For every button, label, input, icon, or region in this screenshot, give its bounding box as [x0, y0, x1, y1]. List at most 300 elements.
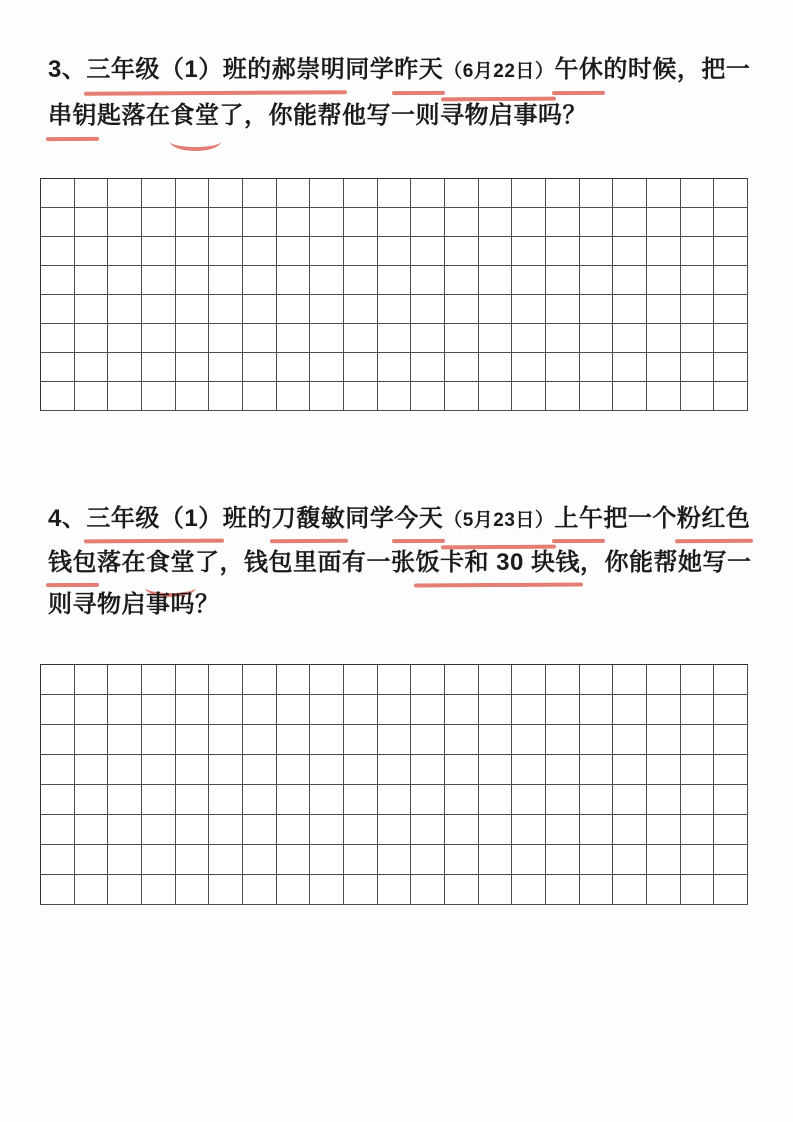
- writing-cell: [108, 208, 142, 237]
- writing-cell: [714, 845, 748, 875]
- writing-cell: [142, 875, 176, 905]
- writing-cell: [411, 237, 445, 266]
- writing-cell: [411, 324, 445, 353]
- writing-cell: [75, 237, 109, 266]
- text-segment: 匙落在: [97, 102, 171, 129]
- writing-cell: [445, 237, 479, 266]
- red-underlined-text: 午休: [554, 48, 603, 92]
- writing-cell: [209, 785, 243, 815]
- writing-cell: [580, 845, 614, 875]
- writing-cell: [310, 665, 344, 695]
- writing-cell: [243, 815, 277, 845]
- writing-cell: [378, 382, 412, 411]
- writing-cell: [176, 725, 210, 755]
- red-underlined-text: 昨天: [394, 48, 443, 92]
- writing-cell: [714, 295, 748, 324]
- text-segment: 了，你能帮他写一则寻物启事吗？: [219, 102, 587, 129]
- writing-cell: [277, 266, 311, 295]
- writing-cell: [277, 208, 311, 237]
- writing-cell: [108, 845, 142, 875]
- writing-cell: [243, 208, 277, 237]
- writing-cell: [243, 845, 277, 875]
- writing-cell: [613, 237, 647, 266]
- writing-cell: [445, 266, 479, 295]
- writing-cell: [714, 875, 748, 905]
- writing-cell: [580, 353, 614, 382]
- writing-cell: [310, 266, 344, 295]
- writing-cell: [41, 179, 75, 208]
- writing-cell: [243, 324, 277, 353]
- writing-cell: [479, 324, 513, 353]
- writing-cell: [647, 237, 681, 266]
- writing-cell: [479, 695, 513, 725]
- writing-cell: [243, 295, 277, 324]
- writing-cell: [209, 845, 243, 875]
- writing-cell: [209, 295, 243, 324]
- writing-cell: [344, 875, 378, 905]
- writing-cell: [310, 353, 344, 382]
- writing-cell: [41, 665, 75, 695]
- writing-cell: [445, 353, 479, 382]
- text-segment: 同学: [345, 56, 395, 83]
- writing-cell: [613, 725, 647, 755]
- writing-cell: [344, 353, 378, 382]
- writing-cell: [647, 845, 681, 875]
- writing-cell: [277, 353, 311, 382]
- writing-cell: [681, 266, 715, 295]
- writing-cell: [378, 295, 412, 324]
- writing-cell: [310, 179, 344, 208]
- writing-cell: [647, 725, 681, 755]
- writing-cell: [142, 179, 176, 208]
- writing-cell: [108, 665, 142, 695]
- writing-cell: [41, 382, 75, 411]
- writing-cell: [613, 382, 647, 411]
- writing-cell: [176, 815, 210, 845]
- writing-cell: [512, 208, 546, 237]
- question-text-line: [48, 584, 768, 626]
- writing-cell: [411, 755, 445, 785]
- writing-cell: [277, 695, 311, 725]
- writing-cell: [647, 665, 681, 695]
- writing-cell: [445, 665, 479, 695]
- writing-cell: [176, 845, 210, 875]
- writing-cell: [512, 665, 546, 695]
- writing-cell: [411, 695, 445, 725]
- writing-cell: [41, 785, 75, 815]
- writing-cell: [176, 237, 210, 266]
- writing-cell: [546, 845, 580, 875]
- writing-cell: [209, 237, 243, 266]
- writing-cell: [714, 266, 748, 295]
- writing-cell: [176, 295, 210, 324]
- writing-cell: [142, 815, 176, 845]
- writing-cell: [142, 695, 176, 725]
- writing-cell: [277, 755, 311, 785]
- writing-cell: [714, 725, 748, 755]
- writing-cell: [344, 845, 378, 875]
- writing-cell: [378, 875, 412, 905]
- writing-cell: [479, 845, 513, 875]
- writing-cell: [647, 295, 681, 324]
- writing-cell: [41, 815, 75, 845]
- writing-cell: [546, 237, 580, 266]
- writing-cell: [445, 725, 479, 755]
- question-text-line: [48, 48, 768, 94]
- writing-cell: [546, 665, 580, 695]
- writing-cell: [108, 815, 142, 845]
- red-underlined-text: 刀馥敏: [272, 498, 346, 540]
- writing-cell: [613, 755, 647, 785]
- writing-cell: [479, 179, 513, 208]
- writing-cell: [613, 665, 647, 695]
- writing-cell: [681, 695, 715, 725]
- writing-cell: [681, 665, 715, 695]
- writing-cell: [411, 815, 445, 845]
- writing-cell: [209, 179, 243, 208]
- writing-cell: [378, 845, 412, 875]
- question-4-text: [48, 498, 768, 626]
- writing-cell: [512, 266, 546, 295]
- writing-cell: [580, 324, 614, 353]
- writing-cell: [411, 665, 445, 695]
- writing-cell: [176, 695, 210, 725]
- writing-cell: [411, 845, 445, 875]
- writing-cell: [176, 785, 210, 815]
- writing-cell: [681, 208, 715, 237]
- writing-cell: [108, 237, 142, 266]
- writing-cell: [209, 815, 243, 845]
- writing-cell: [512, 382, 546, 411]
- writing-cell: [41, 266, 75, 295]
- writing-cell: [580, 382, 614, 411]
- writing-cell: [209, 695, 243, 725]
- writing-cell: [681, 845, 715, 875]
- writing-cell: [479, 755, 513, 785]
- writing-cell: [344, 295, 378, 324]
- red-underlined-text: 今天: [394, 498, 443, 540]
- writing-cell: [479, 208, 513, 237]
- writing-cell: [546, 266, 580, 295]
- writing-cell: [647, 695, 681, 725]
- writing-cell: [243, 237, 277, 266]
- writing-cell: [344, 815, 378, 845]
- text-segment: ，你能帮她写一: [580, 549, 752, 576]
- writing-cell: [445, 845, 479, 875]
- writing-cell: [378, 208, 412, 237]
- writing-cell: [647, 266, 681, 295]
- writing-cell: [647, 382, 681, 411]
- writing-cell: [75, 353, 109, 382]
- writing-cell: [445, 295, 479, 324]
- writing-cell: [546, 725, 580, 755]
- writing-cell: [310, 725, 344, 755]
- writing-cell: [209, 875, 243, 905]
- writing-cell: [411, 266, 445, 295]
- writing-cell: [580, 875, 614, 905]
- writing-cell: [310, 785, 344, 815]
- writing-cell: [613, 208, 647, 237]
- text-segment: 3、: [48, 56, 87, 83]
- writing-cell: [310, 875, 344, 905]
- writing-cell: [108, 353, 142, 382]
- writing-cell: [344, 695, 378, 725]
- writing-cell: [75, 875, 109, 905]
- writing-cell: [681, 725, 715, 755]
- writing-cell: [714, 382, 748, 411]
- writing-cell: [277, 179, 311, 208]
- writing-cell: [479, 237, 513, 266]
- writing-cell: [580, 295, 614, 324]
- writing-cell: [445, 382, 479, 411]
- writing-cell: [580, 237, 614, 266]
- writing-cell: [411, 725, 445, 755]
- writing-cell: [277, 845, 311, 875]
- writing-cell: [108, 875, 142, 905]
- writing-cell: [41, 755, 75, 785]
- writing-cell: [546, 295, 580, 324]
- writing-cell: [613, 695, 647, 725]
- writing-cell: [41, 845, 75, 875]
- writing-cell: [142, 295, 176, 324]
- writing-cell: [344, 725, 378, 755]
- writing-cell: [714, 237, 748, 266]
- writing-cell: [681, 382, 715, 411]
- writing-cell: [647, 208, 681, 237]
- writing-cell: [176, 208, 210, 237]
- writing-cell: [681, 785, 715, 815]
- writing-cell: [546, 815, 580, 845]
- writing-cell: [41, 353, 75, 382]
- writing-cell: [108, 295, 142, 324]
- writing-cell: [277, 324, 311, 353]
- writing-cell: [546, 695, 580, 725]
- writing-cell: [580, 266, 614, 295]
- writing-cell: [277, 665, 311, 695]
- writing-cell: [411, 382, 445, 411]
- writing-cell: [277, 815, 311, 845]
- writing-cell: [613, 324, 647, 353]
- writing-cell: [277, 295, 311, 324]
- writing-cell: [142, 266, 176, 295]
- writing-cell: [75, 179, 109, 208]
- writing-cell: [243, 875, 277, 905]
- writing-cell: [378, 815, 412, 845]
- writing-cell: [445, 324, 479, 353]
- writing-cell: [613, 179, 647, 208]
- text-segment: 落在: [97, 549, 146, 576]
- writing-cell: [176, 266, 210, 295]
- writing-cell: [277, 237, 311, 266]
- writing-cell: [445, 695, 479, 725]
- red-underlined-text: 粉红色: [677, 498, 751, 540]
- writing-cell: [647, 755, 681, 785]
- question-text-line: [48, 498, 768, 542]
- writing-cell: [41, 324, 75, 353]
- writing-cell: [310, 755, 344, 785]
- red-underlined-text: 饭卡和 30 块钱: [416, 542, 581, 584]
- writing-cell: [310, 382, 344, 411]
- writing-cell: [512, 725, 546, 755]
- writing-cell: [714, 695, 748, 725]
- writing-cell: [344, 665, 378, 695]
- red-underlined-text: （6月22日）: [443, 50, 554, 94]
- writing-cell: [142, 785, 176, 815]
- red-underlined-text: 上午: [554, 498, 603, 540]
- writing-cell: [613, 353, 647, 382]
- writing-cell: [546, 208, 580, 237]
- writing-cell: [41, 208, 75, 237]
- red-underlined-text: 三年级（1）: [86, 498, 222, 540]
- writing-cell: [310, 815, 344, 845]
- writing-cell: [142, 665, 176, 695]
- question-3-text: [48, 48, 768, 138]
- writing-cell: [512, 845, 546, 875]
- writing-cell: [580, 815, 614, 845]
- writing-cell: [243, 755, 277, 785]
- writing-cell: [714, 208, 748, 237]
- red-underlined-text: （5月23日）: [443, 500, 554, 542]
- writing-cell: [580, 208, 614, 237]
- writing-cell: [142, 382, 176, 411]
- writing-cell: [714, 353, 748, 382]
- writing-cell: [479, 875, 513, 905]
- question-text-line: [48, 542, 768, 584]
- writing-cell: [176, 179, 210, 208]
- writing-cell: [243, 353, 277, 382]
- writing-cell: [310, 324, 344, 353]
- writing-cell: [75, 725, 109, 755]
- writing-cell: [378, 695, 412, 725]
- writing-cell: [108, 725, 142, 755]
- writing-cell: [681, 815, 715, 845]
- writing-cell: [479, 353, 513, 382]
- writing-cell: [647, 324, 681, 353]
- writing-cell: [75, 266, 109, 295]
- writing-cell: [108, 179, 142, 208]
- writing-cell: [580, 695, 614, 725]
- writing-cell: [714, 324, 748, 353]
- writing-cell: [647, 179, 681, 208]
- writing-cell: [411, 295, 445, 324]
- writing-cell: [209, 725, 243, 755]
- writing-cell: [378, 179, 412, 208]
- writing-cell: [209, 266, 243, 295]
- writing-cell: [479, 295, 513, 324]
- writing-cell: [75, 845, 109, 875]
- writing-cell: [75, 382, 109, 411]
- writing-cell: [613, 815, 647, 845]
- writing-cell: [75, 324, 109, 353]
- writing-cell: [344, 755, 378, 785]
- writing-cell: [142, 845, 176, 875]
- writing-cell: [344, 324, 378, 353]
- writing-cell: [209, 208, 243, 237]
- writing-cell: [209, 353, 243, 382]
- writing-cell: [546, 179, 580, 208]
- red-underlined-text: 钱包: [48, 542, 97, 584]
- writing-cell: [546, 785, 580, 815]
- writing-cell: [344, 237, 378, 266]
- text-segment: 把一个: [603, 505, 677, 532]
- writing-cell: [512, 179, 546, 208]
- writing-cell: [310, 695, 344, 725]
- text-segment: 班的: [222, 505, 272, 532]
- writing-cell: [681, 324, 715, 353]
- writing-cell: [344, 785, 378, 815]
- writing-cell: [378, 785, 412, 815]
- text-segment: 的时候，把一: [603, 56, 751, 83]
- writing-cell: [512, 815, 546, 845]
- writing-cell: [647, 353, 681, 382]
- writing-cell: [580, 179, 614, 208]
- writing-cell: [445, 815, 479, 845]
- red-underlined-text: 串钥: [48, 94, 97, 138]
- writing-cell: [75, 208, 109, 237]
- writing-cell: [714, 755, 748, 785]
- writing-cell: [75, 695, 109, 725]
- writing-cell: [108, 382, 142, 411]
- writing-cell: [613, 295, 647, 324]
- writing-cell: [411, 785, 445, 815]
- writing-cell: [512, 785, 546, 815]
- writing-cell: [479, 815, 513, 845]
- writing-cell: [546, 755, 580, 785]
- writing-cell: [546, 382, 580, 411]
- writing-cell: [75, 785, 109, 815]
- writing-cell: [681, 353, 715, 382]
- writing-cell: [714, 179, 748, 208]
- writing-cell: [512, 295, 546, 324]
- writing-cell: [243, 785, 277, 815]
- writing-cell: [176, 382, 210, 411]
- writing-cell: [209, 665, 243, 695]
- writing-cell: [176, 324, 210, 353]
- writing-cell: [378, 353, 412, 382]
- writing-cell: [310, 845, 344, 875]
- writing-cell: [108, 324, 142, 353]
- text-segment: 4、: [48, 505, 87, 532]
- writing-cell: [243, 695, 277, 725]
- writing-cell: [310, 208, 344, 237]
- writing-cell: [411, 353, 445, 382]
- writing-cell: [546, 875, 580, 905]
- writing-cell: [479, 266, 513, 295]
- writing-cell: [108, 695, 142, 725]
- writing-cell: [75, 815, 109, 845]
- writing-cell: [142, 324, 176, 353]
- writing-cell: [41, 875, 75, 905]
- writing-cell: [277, 382, 311, 411]
- writing-cell: [277, 785, 311, 815]
- question-4-answer-grid: [40, 664, 748, 905]
- writing-cell: [176, 755, 210, 785]
- writing-cell: [445, 755, 479, 785]
- writing-cell: [142, 353, 176, 382]
- writing-cell: [512, 237, 546, 266]
- writing-cell: [613, 845, 647, 875]
- text-segment: 同学: [345, 505, 395, 532]
- writing-cell: [479, 785, 513, 815]
- writing-cell: [479, 665, 513, 695]
- writing-cell: [209, 324, 243, 353]
- writing-cell: [378, 324, 412, 353]
- writing-cell: [714, 815, 748, 845]
- writing-cell: [243, 665, 277, 695]
- writing-cell: [681, 179, 715, 208]
- writing-cell: [479, 725, 513, 755]
- writing-cell: [479, 382, 513, 411]
